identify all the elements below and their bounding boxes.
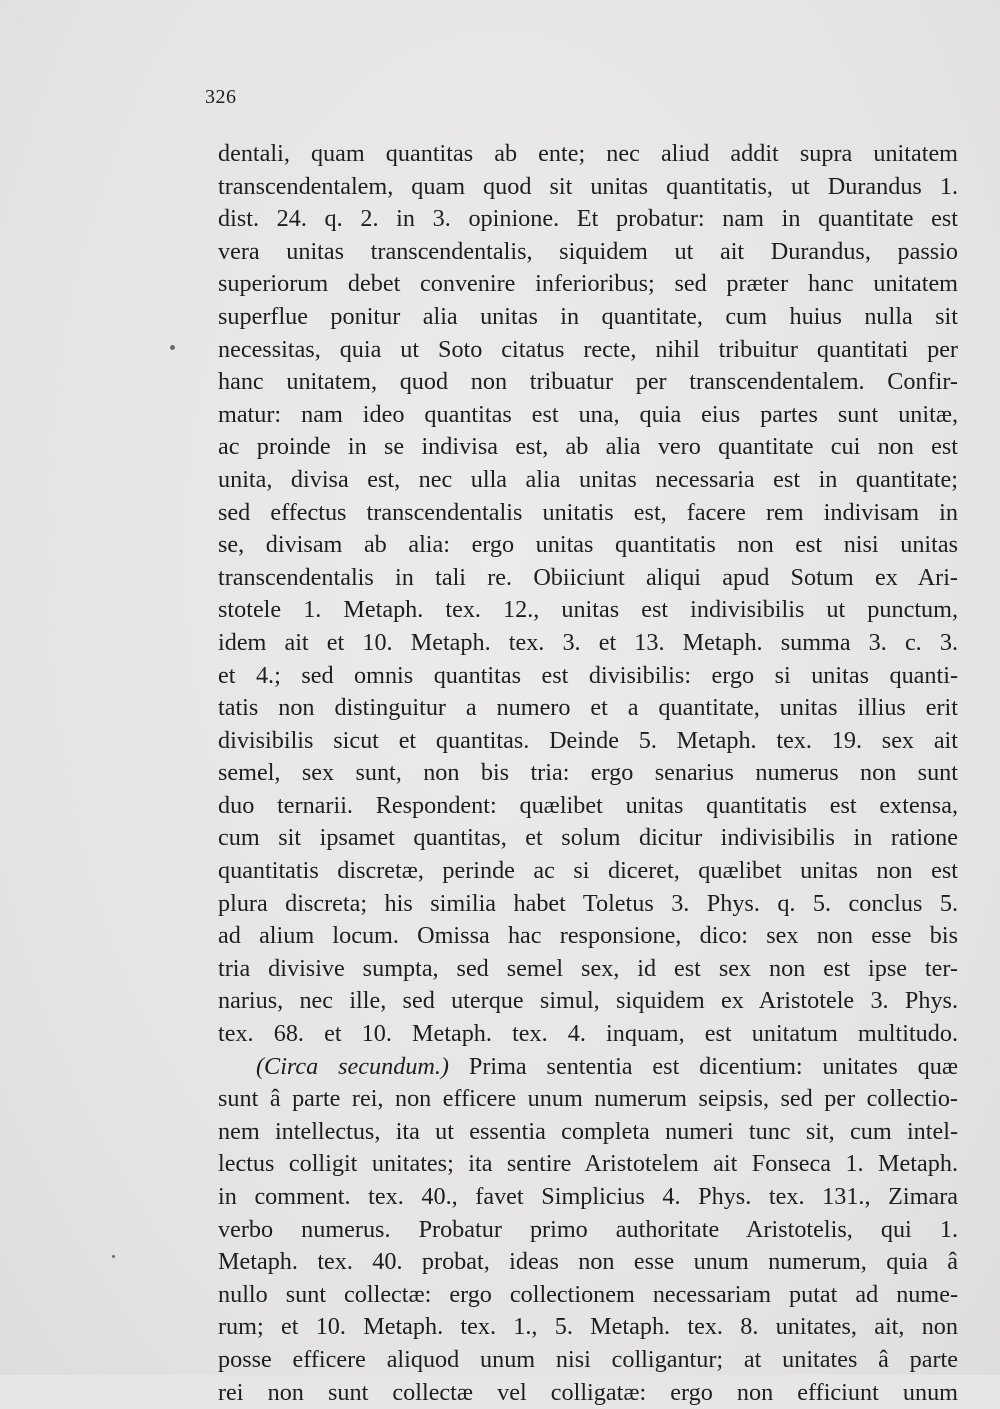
text-line-content: et 4.; sed omnis quantitas est divisibilis: ergo si unitas quanti- — [218, 661, 958, 689]
text-line-content: transcendentalis in tali re. Obiiciunt aliqui apud Sotum ex Ari- — [218, 563, 958, 591]
text-line — [218, 1018, 958, 1051]
text-line-content: semel, sex sunt, non bis tria: ergo senarius numerus non sunt — [218, 759, 958, 787]
text-line — [218, 692, 958, 725]
text-line — [218, 594, 958, 627]
text-line — [218, 138, 958, 171]
text-line — [218, 562, 958, 595]
text-line — [218, 1148, 958, 1181]
text-line — [218, 725, 958, 758]
text-line — [218, 1311, 958, 1344]
text-line-content: posse efficere aliquod unum nisi colligantur; at unitates â parte — [218, 1345, 958, 1373]
text-line-content: ac proinde in se indivisa est, ab alia vero quantitate cui non est — [218, 433, 958, 461]
text-line — [218, 855, 958, 888]
text-line — [218, 822, 958, 855]
text-line — [218, 203, 958, 236]
text-line-content: sunt â parte rei, non efficere unum numerum seipsis, sed per collectio- — [218, 1085, 958, 1113]
text-line — [218, 366, 958, 399]
page-number: 326 — [205, 86, 237, 108]
text-line — [218, 888, 958, 921]
text-line-content: verbo numerus. Probatur primo authoritate Aristotelis, qui 1. — [218, 1215, 958, 1243]
text-line-content: duo ternarii. Respondent: quælibet unitas quantitatis est extensa, — [218, 791, 958, 819]
text-line — [218, 497, 958, 530]
text-line — [218, 953, 958, 986]
text-line-content: tex. 68. et 10. Metaph. tex. 4. inquam, est unitatum multitudo. — [218, 1020, 958, 1048]
text-line — [218, 1279, 958, 1312]
text-line — [218, 757, 958, 790]
text-line-content: nullo sunt collectæ: ergo collectionem necessariam putat ad nume- — [218, 1280, 958, 1308]
text-line-content: rei non sunt collectæ vel colligatæ: ergo non efficiunt unum — [218, 1378, 958, 1406]
text-line — [218, 1083, 958, 1116]
text-line — [218, 1344, 958, 1377]
text-line-content: Prima sententia est dicentium: unitates quæ — [448, 1052, 958, 1080]
text-line — [218, 464, 958, 497]
text-line — [218, 268, 958, 301]
text-line-content: superiorum debet convenire inferioribus; sed præter hanc unitatem — [218, 270, 958, 298]
text-line — [218, 1246, 958, 1279]
text-line-content: Metaph. tex. 40. probat, ideas non esse unum numerum, quia â — [218, 1248, 958, 1276]
text-line — [218, 627, 958, 660]
text-line-content: tatis non distinguitur a numero et a quantitate, unitas illius erit — [218, 694, 958, 722]
text-line-content: plura discreta; his similia habet Toletus 3. Phys. q. 5. conclus 5. — [218, 889, 958, 917]
text-line-content: dist. 24. q. 2. in 3. opinione. Et probatur: nam in quantitate est — [218, 205, 958, 233]
text-line-content: narius, nec ille, sed uterque simul, siquidem ex Aristotele 3. Phys. — [218, 987, 958, 1015]
body-text — [218, 138, 958, 1409]
text-line-content: ad alium locum. Omissa hac responsione, dico: sex non esse bis — [218, 922, 958, 950]
text-line — [218, 171, 958, 204]
text-line — [218, 985, 958, 1018]
text-line-content: cum sit ipsamet quantitas, et solum dicitur indivisibilis in ratione — [218, 824, 958, 852]
text-line-content: divisibilis sicut et quantitas. Deinde 5. Metaph. tex. 19. sex ait — [218, 726, 958, 754]
text-line — [218, 431, 958, 464]
text-line — [218, 1377, 958, 1409]
text-line — [218, 1051, 958, 1084]
text-line-content: dentali, quam quantitas ab ente; nec aliud addit supra unitatem — [218, 140, 958, 167]
margin-speck — [112, 1255, 115, 1258]
text-line — [218, 1214, 958, 1247]
text-line-content: matur: nam ideo quantitas est una, quia eius partes sunt unitæ, — [218, 400, 958, 428]
text-line-content: hanc unitatem, quod non tribuatur per transcendentalem. Confir- — [218, 368, 958, 396]
text-line — [218, 529, 958, 562]
text-line — [218, 790, 958, 823]
text-line — [218, 399, 958, 432]
text-line — [218, 920, 958, 953]
text-line-content: vera unitas transcendentalis, siquidem ut ait Durandus, passio — [218, 237, 958, 265]
text-line — [218, 1116, 958, 1149]
text-line — [218, 334, 958, 367]
text-line-content: superflue ponitur alia unitas in quantitate, cum huius nulla sit — [218, 302, 958, 330]
text-line — [218, 301, 958, 334]
margin-speck — [170, 345, 175, 350]
text-line-content: rum; et 10. Metaph. tex. 1., 5. Metaph. tex. 8. unitates, ait, non — [218, 1313, 958, 1341]
text-line-content: lectus colligit unitates; ita sentire Aristotelem ait Fonseca 1. Metaph. — [218, 1150, 958, 1178]
text-line-content: sed effectus transcendentalis unitatis est, facere rem indivisam in — [218, 498, 958, 526]
text-line-content: quantitatis discretæ, perinde ac si diceret, quælibet unitas non est — [218, 857, 958, 885]
text-line-content: se, divisam ab alia: ergo unitas quantitatis non est nisi unitas — [218, 531, 958, 559]
text-line-content: idem ait et 10. Metaph. tex. 3. et 13. Metaph. summa 3. c. 3. — [218, 628, 958, 656]
text-line-content: necessitas, quia ut Soto citatus recte, nihil tribuitur quantitati per — [218, 335, 958, 363]
text-line — [218, 1181, 958, 1214]
text-line-content: transcendentalem, quam quod sit unitas quantitatis, ut Durandus 1. — [218, 172, 958, 200]
text-line — [218, 660, 958, 693]
text-line-content: stotele 1. Metaph. tex. 12., unitas est indivisibilis ut punctum, — [218, 596, 958, 624]
text-line-content: unita, divisa est, nec ulla alia unitas necessaria est in quantitate; — [218, 465, 958, 493]
section-heading-italic: (Circa secundum.) — [256, 1052, 449, 1080]
text-line-content: tria divisive sumpta, sed semel sex, id est sex non est ipse ter- — [218, 954, 958, 982]
text-line-content: in comment. tex. 40., favet Simplicius 4. Phys. tex. 131., Zimara — [218, 1183, 958, 1210]
text-line-content: nem intellectus, ita ut essentia completa numeri tunc sit, cum intel- — [218, 1117, 958, 1145]
text-line — [218, 236, 958, 269]
